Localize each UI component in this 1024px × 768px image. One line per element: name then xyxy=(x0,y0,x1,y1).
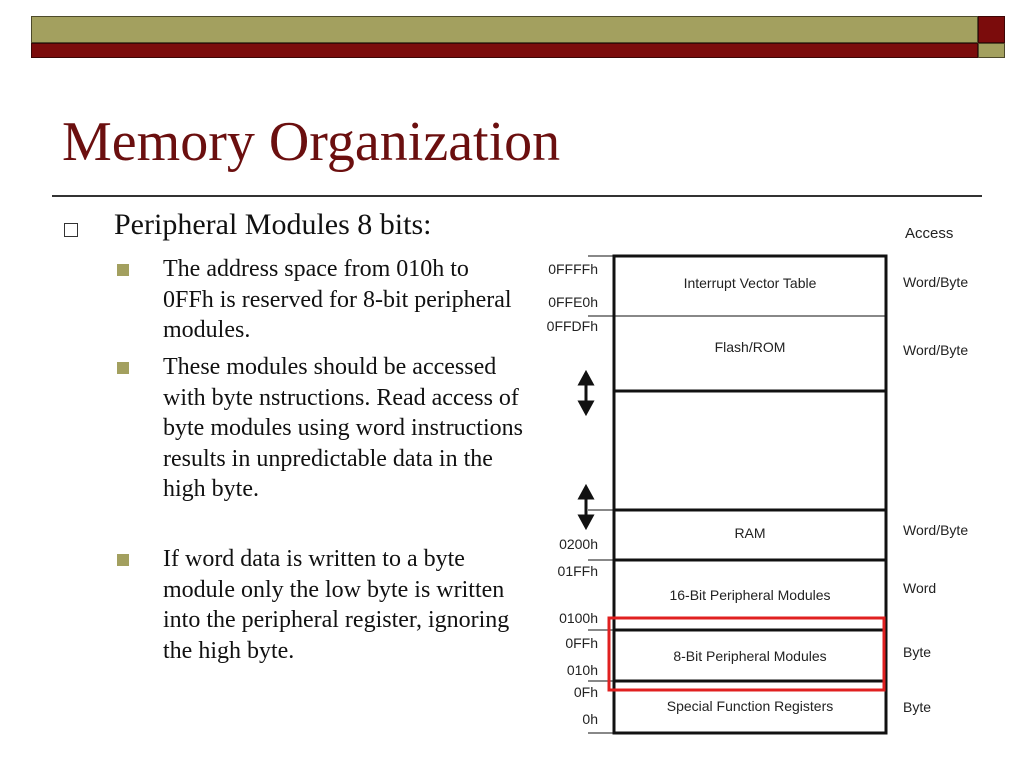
region-label: RAM xyxy=(734,525,766,541)
address-label: 0FFE0h xyxy=(548,294,598,310)
access-value: Word/Byte xyxy=(903,342,969,358)
subbullet-text-2: These modules should be accessed with byte nstructions. Read access of byte modules using word instructions results in unpredictable data in the high byte. xyxy=(163,354,523,502)
address-label: 01FFh xyxy=(557,563,598,579)
access-value: Word/Byte xyxy=(903,274,969,290)
address-label: 0FFFFh xyxy=(548,261,598,277)
access-value: Word xyxy=(903,580,937,596)
address-label: 0200h xyxy=(559,536,598,552)
main-bullet-text: Peripheral Modules 8 bits: xyxy=(114,208,432,241)
address-label: 0FFDFh xyxy=(546,318,598,334)
slide-title: Memory Organization xyxy=(62,111,561,173)
address-label: 0h xyxy=(582,711,598,727)
access-header: Access xyxy=(905,225,954,242)
address-label: 0100h xyxy=(559,610,598,626)
region-label: Special Function Registers xyxy=(666,698,834,714)
address-label: 0FFh xyxy=(565,635,598,651)
double-arrow-icon xyxy=(580,373,592,413)
region-label: Interrupt Vector Table xyxy=(683,275,817,291)
double-arrow-icon xyxy=(580,487,592,527)
access-value: Word/Byte xyxy=(903,522,969,538)
access-value: Byte xyxy=(903,644,932,660)
region-label: 8-Bit Peripheral Modules xyxy=(673,648,827,664)
access-value: Byte xyxy=(903,699,932,715)
subbullet-text-1: The address space from 010h to 0FFh is reserved for 8-bit peripheral modules. xyxy=(163,256,512,343)
address-label: 010h xyxy=(566,662,598,678)
subbullet-text-3: If word data is written to a byte module only the low byte is written into the peripheral register, ignoring the high byte. xyxy=(163,546,510,664)
region-label: Flash/ROM xyxy=(714,339,786,355)
address-label: 0Fh xyxy=(573,684,598,700)
region-label: 16-Bit Peripheral Modules xyxy=(669,587,831,603)
